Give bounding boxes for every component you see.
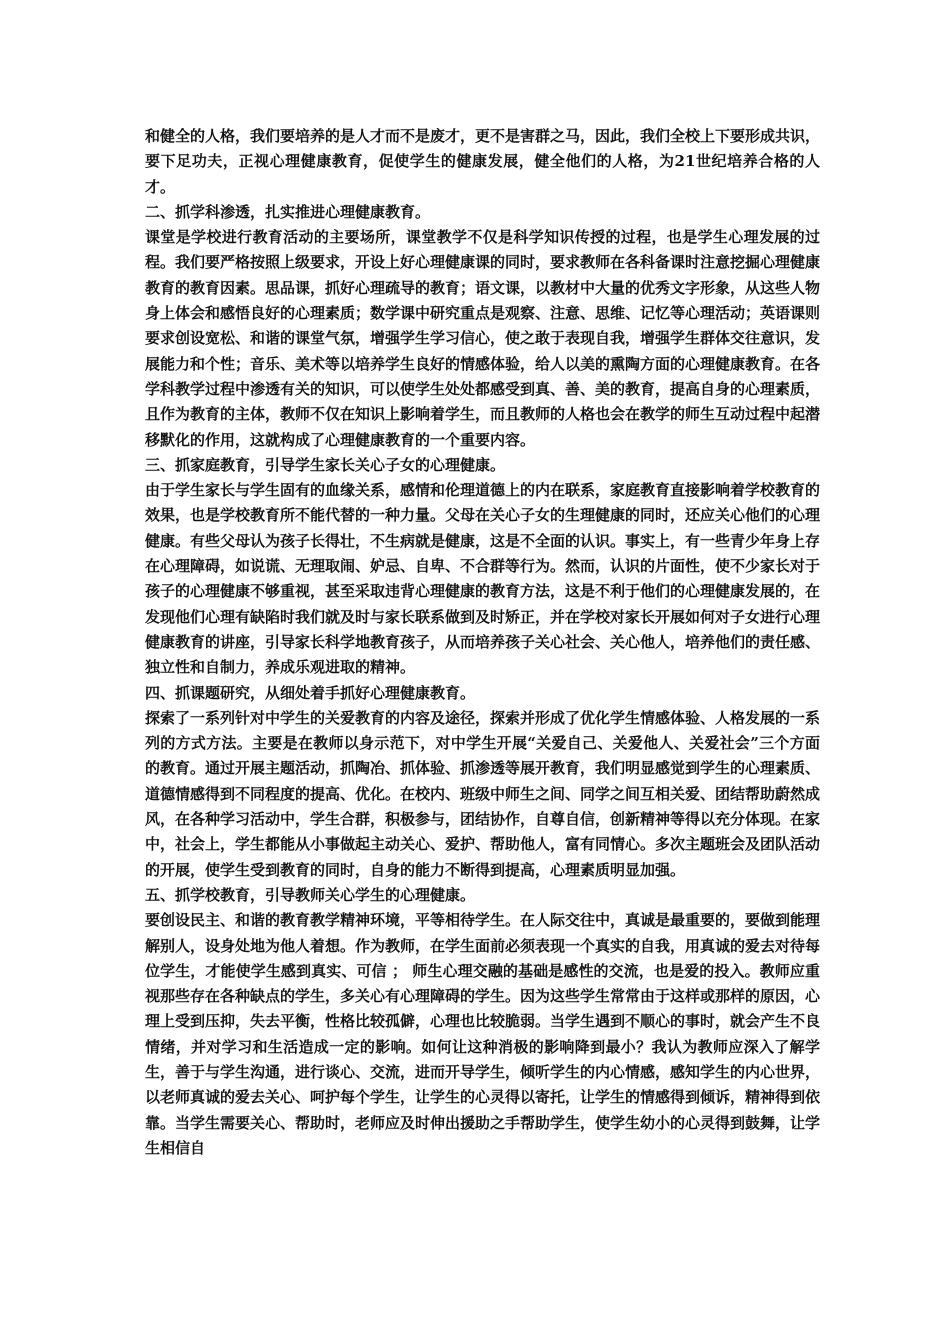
paragraph-subject-infiltration: 课堂是学校进行教育活动的主要场所，课堂教学不仅是科学知识传授的过程，也是学生心理发展的过程。我们要严格按照上级要求，开设上好心理健康课的同时，要求教师在各科备课时注意挖掘心理健康教育的教育因素。思品课，抓好心理疏导的教育；语文课，以教材中大量的优秀文字形象，从这些人物身上体会和感悟良好的心理素质；数学课中研究重点是观察、注意、思维、记忆等心理活动；英语课则要求创设宽松、和谐的课堂气氛，增强学生学习信心，使之敢于表现自我，增强学生群体交往意识，发展能力和个性；音乐、美术等以培养学生良好的情感体验，给人以美的熏陶方面的心理健康教育。在各学科教学过程中渗透有关的知识，可以使学生处处都感受到真、善、美的教育，提高自身的心理素质，且作为教育的主体，教师不仅在知识上影响着学生，而且教师的人格也会在教学的师生互动过程中起潜移默化的作用，这就构成了心理健康教育的一个重要内容。 bbox=[145, 228, 821, 449]
paragraph-intro: 和健全的人格，我们要培养的是人才而不是废才，更不是害群之马，因此，我们全校上下要形成共识，要下足功夫，正视心理健康教育，促使学生的健康发展，健全他们的人格，为21世纪培养合格的人才。 bbox=[145, 127, 821, 196]
paragraph-research: 探索了一系列针对中学生的关爱教育的内容及途径，探索并形成了优化学生情感体验、人格发展的一系列的方式方法。主要是在教师以身示范下，对中学生开展“关爱自己、关爱他人、关爱社会”三个方面的教育。通过开展主题活动，抓陶冶、抓体验、抓渗透等展开教育，我们明显感觉到学生的心理素质、道德情感得到不同程度的提高、优化。在校内、班级中师生之间、同学之间互相关爱、团结帮助蔚然成风，在各种学习活动中，学生合群，积极参与，团结协作，自尊自信，创新精神等得以充分体现。在家中，社会上，学生都能从小事做起主动关心、爱护、帮助他人，富有同情心。多次主题班会及团队活动的开展，使学生受到教育的同时，自身的能力不断得到提高，心理素质明显加强。 bbox=[145, 708, 821, 879]
paragraph-family-education: 由于学生家长与学生固有的血缘关系，感情和伦理道德上的内在联系，家庭教育直接影响着学校教育的效果，也是学校教育所不能代替的一种力量。父母在关心子女的生理健康的同时，还应关心他们的心理健康。有些父母认为孩子长得壮，不生病就是健康，这是不全面的认识。事实上，有一些青少年身上存在心理障碍，如说谎、无理取闹、妒忌、自卑、不合群等行为。然而，认识的片面性，使不少家长对于孩子的心理健康不够重视，甚至采取违背心理健康的教育方法，这是不利于他们的心理健康发展的，在发现他们心理有缺陷时我们就及时与家长联系做到及时矫正，并在学校对家长开展如何对子女进行心理健康教育的讲座，引导家长科学地教育孩子，从而培养孩子关心社会、关心他人，培养他们的责任感、独立性和自制力，养成乐观进取的精神。 bbox=[145, 481, 821, 677]
document-body bbox=[145, 124, 820, 1161]
section-heading-3: 三、抓家庭教育，引导学生家长关心子女的心理健康。 bbox=[145, 455, 506, 474]
section-heading-5: 五、抓学校教育，引导教师关心学生的心理健康。 bbox=[145, 885, 476, 904]
section-heading-4: 四、抓课题研究，从细处着手抓好心理健康教育。 bbox=[145, 683, 476, 702]
section-heading-2: 二、抓学科渗透，扎实推进心理健康教育。 bbox=[145, 202, 431, 221]
paragraph-school-education: 要创设民主、和谐的教育教学精神环境，平等相待学生。在人际交往中，真诚是最重要的，要做到能理解别人，设身处地为他人着想。作为教师，在学生面前必须表现一个真实的自我，用真诚的爱去对待每位学生，才能使学生感到真实、可信 ； 师生心理交融的基础是感性的交流，也是爱的投入。教师应重视那些存在各种缺点的学生，多关心有心理障碍的学生。因为这些学生常常由于这样或那样的原因，心理上受到压抑，失去平衡，性格比较孤僻，心理也比较脆弱。当学生遇到不顺心的事时，就会产生不良情绪，并对学习和生活造成一定的影响。如何让这种消极的影响降到最小？我认为教师应深入了解学生，善于与学生沟通，进行谈心、交流，进而开导学生，倾听学生的内心情感，感知学生的内心世界，以老师真诚的爱去关心、呵护每个学生，让学生的心灵得以寄托，让学生的情感得到倾诉，精神得到依靠。当学生需要关心、帮助时，老师应及时伸出援助之手帮助学生，使学生幼小的心灵得到鼓舞，让学生相信自 bbox=[145, 911, 821, 1157]
